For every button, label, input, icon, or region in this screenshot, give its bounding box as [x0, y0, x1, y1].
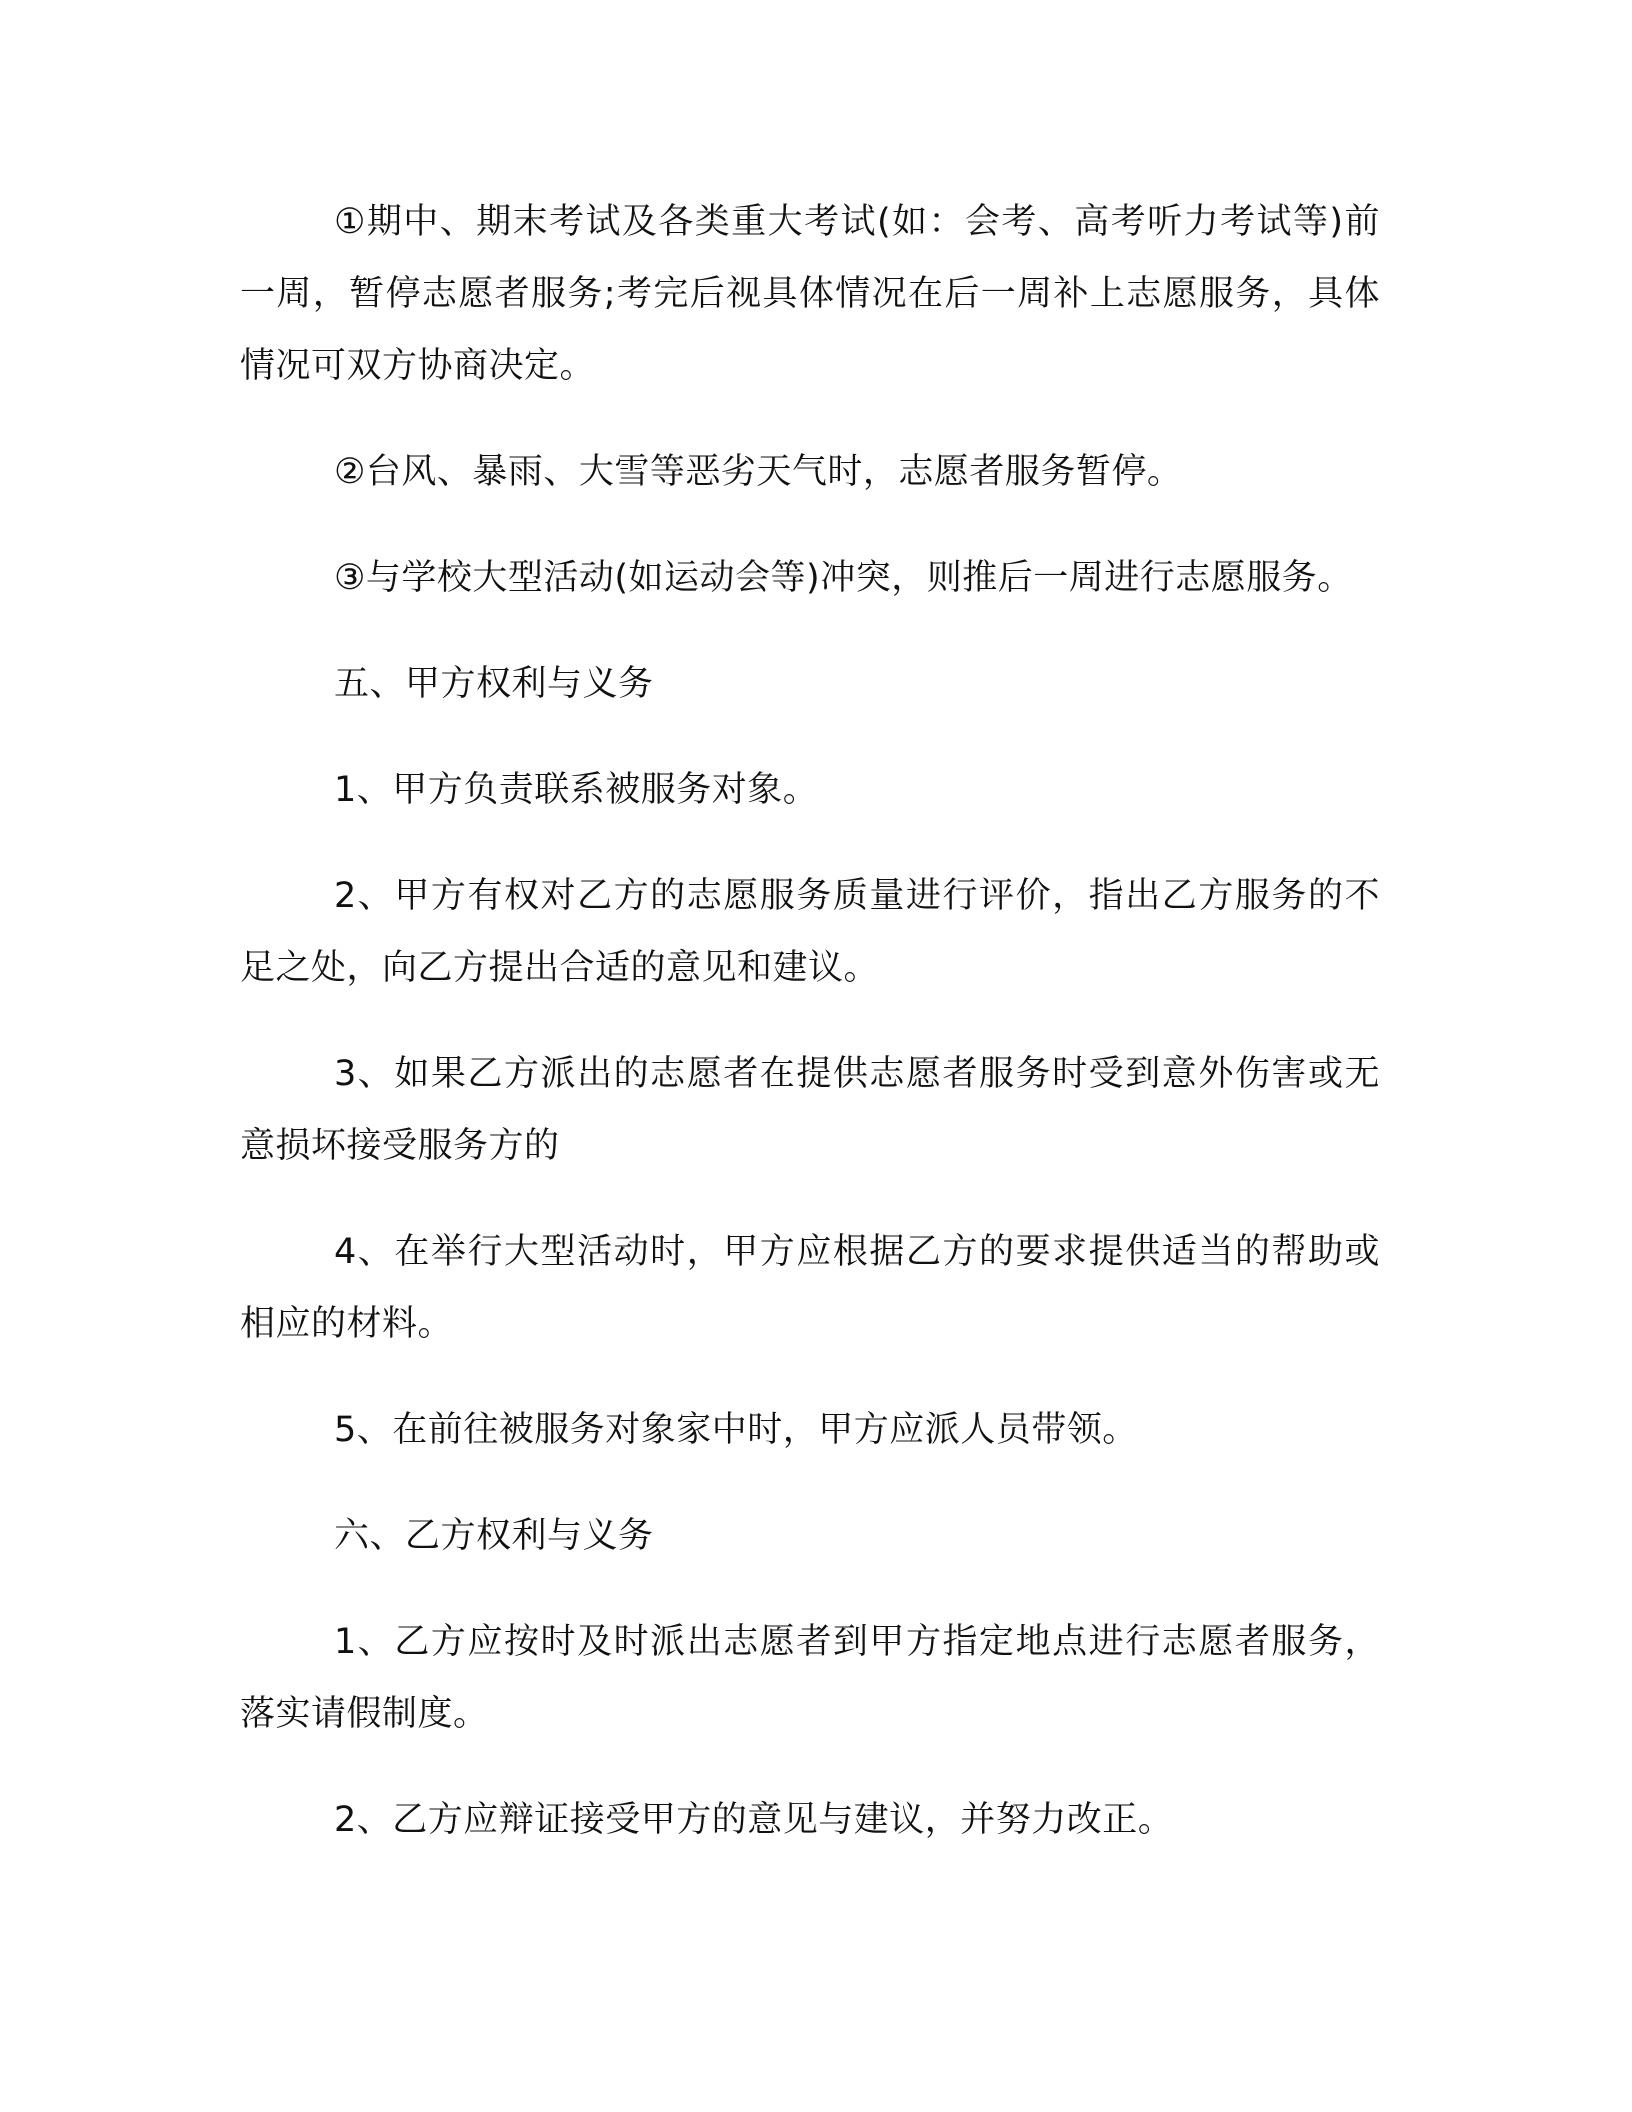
party-a-item-5: 5、在前往被服务对象家中时，甲方应派人员带领。: [334, 1410, 1138, 1450]
section-heading-party-a: 五、甲方权利与义务: [334, 664, 654, 704]
section-heading-party-b: 六、乙方权利与义务: [334, 1516, 654, 1556]
paragraph-weather-pause: ②台风、暴雨、大雪等恶劣天气时，志愿者服务暂停。: [334, 452, 1183, 492]
party-a-item-1: 1、甲方负责联系被服务对象。: [334, 770, 819, 810]
party-a-item-2: 2、甲方有权对乙方的志愿服务质量进行评价，指出乙方服务的不足之处，向乙方提出合适的意见和建议。: [240, 876, 1380, 988]
party-a-item-3: 3、如果乙方派出的志愿者在提供志愿者服务时受到意外伤害或无意损坏接受服务方的: [240, 1054, 1380, 1166]
document-body: [240, 186, 1380, 1890]
party-a-item-4: 4、在举行大型活动时，甲方应根据乙方的要求提供适当的帮助或相应的材料。: [240, 1232, 1380, 1344]
party-b-item-1: 1、乙方应按时及时派出志愿者到甲方指定地点进行志愿者服务，落实请假制度。: [240, 1622, 1380, 1734]
paragraph-exam-pause: ①期中、期末考试及各类重大考试(如：会考、高考听力考试等)前一周，暂停志愿者服务;考完后视具体情况在后一周补上志愿服务，具体情况可双方协商决定。: [240, 202, 1380, 386]
party-b-item-2: 2、乙方应辩证接受甲方的意见与建议，并努力改正。: [334, 1800, 1174, 1840]
paragraph-school-activity-conflict: ③与学校大型活动(如运动会等)冲突，则推后一周进行志愿服务。: [334, 558, 1353, 598]
